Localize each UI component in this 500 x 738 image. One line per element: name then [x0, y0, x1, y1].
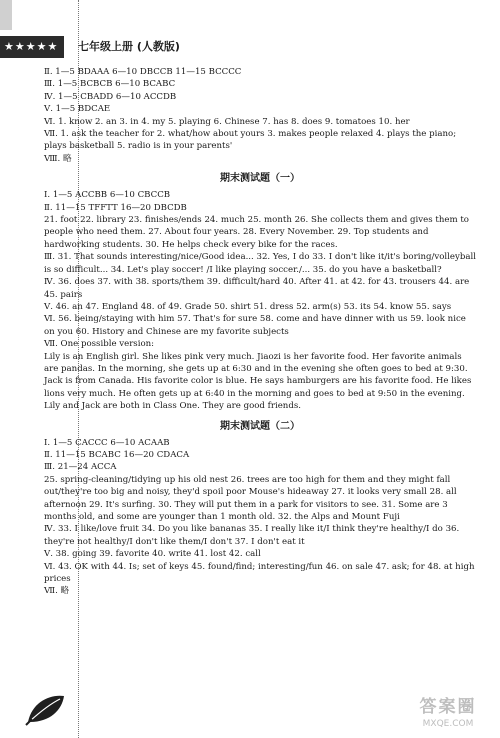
- prev-section: [44, 66, 476, 165]
- answer-content: [44, 66, 476, 598]
- watermark: [402, 696, 494, 734]
- answer-line: Ⅶ. 1. ask the teacher for 2. what/how about yours 3. makes people relaxed 4. plays the piano; plays basketball 5. radio is in your parents': [44, 129, 457, 152]
- section-title-test-2: 期末测试题（二）: [220, 420, 300, 432]
- answer-line: Ⅶ. 略: [44, 586, 70, 597]
- answer-line: Ⅳ. 33. I like/love fruit 34. Do you like bananas 35. I really like it/I think they're healthy/I do 36. they're not healthy/I don't like them/I don't 37. I don't eat it: [44, 524, 460, 547]
- answer-line: Ⅵ. 1. know 2. an 3. in 4. my 5. playing 6. Chinese 7. has 8. does 9. tomatoes 10. her: [44, 116, 410, 127]
- answer-line: Ⅱ. 1—5 BDAAA 6—10 DBCCB 11—15 BCCCC: [44, 67, 242, 77]
- page-corner-tab: [0, 0, 12, 30]
- test-2-answers: [44, 437, 476, 598]
- answer-line: Ⅴ. 38. going 39. favorite 40. write 41. lost 42. call: [44, 549, 261, 560]
- answer-line: Ⅴ. 1—5 BDCAE: [44, 104, 111, 115]
- answer-line: Ⅳ. 1—5 CBADD 6—10 ACCDB: [44, 91, 177, 102]
- answer-line: Ⅴ. 46. an 47. England 48. of 49. Grade 50. shirt 51. dress 52. arm(s) 53. its 54. know 55. says: [44, 301, 452, 312]
- header-subtitle: 七年级上册 (人教版): [78, 40, 180, 53]
- test-1-answers: [44, 189, 476, 412]
- answer-line: 21. foot 22. library 23. finishes/ends 24. much 25. month 26. She collects them and gives them to people who need them. 27. About four years. 28. Every November. 29. Top students and hardworking students. 30. He helps check every bike for the races.: [44, 215, 469, 250]
- answer-line: Ⅰ. 1—5 ACCBB 6—10 CBCCB: [44, 190, 171, 201]
- answer-line: Ⅷ. 略: [44, 153, 72, 164]
- answer-line: Ⅲ. 1—5 BCBCB 6—10 BCABC: [44, 79, 176, 90]
- answer-line: Ⅶ. One possible version:: [44, 339, 155, 350]
- leaf-icon: [24, 692, 68, 726]
- answer-line: Ⅲ. 31. That sounds interesting/nice/Good idea... 32. Yes, I do 33. I don't like it/it's boring/volleyball is so difficult... 34. Let's play soccer! /I like playing soccer./... 35. do you have a basketball?: [44, 252, 476, 275]
- answer-line: 25. spring-cleaning/tidying up his old nest 26. trees are too high for them and they might fall out/they're too big and noisy, they'd spoil poor Mouse's hideaway 27. it looks very small 28. all afternoon 29. It's surfing. 30. They will put them in a park for visitors to see. 31. Some are 3 months old, and some are younger than 1 month old. 32. the Alps and Mount Fuji: [44, 474, 457, 522]
- answer-line: Ⅵ. 56. being/staying with him 57. That's for sure 58. come and have dinner with us 59. look nice on you 60. History and Chinese are my favorite subjects: [44, 314, 466, 337]
- answer-line: Ⅰ. 1—5 CACCC 6—10 ACAAB: [44, 437, 170, 448]
- answer-line: Ⅲ. 21—24 ACCA: [44, 462, 117, 473]
- answer-line: Ⅱ. 11—15 TFFTT 16—20 DBCDB: [44, 202, 187, 213]
- essay-paragraph: Lily is an English girl. She likes pink very much. Jiaozi is her favorite food. Her favorite animals are pandas. In the morning, she gets up at 6:30 and in the evening she often goes to bed at 9:30. Jack is from Canada. His favorite color is blue. He says hamburgers are his favorite food. He likes lions very much. He often gets up at 6:40 in the morning and goes to bed at 9:50 in the evening. Lily and Jack are both in Class One. They are good friends.: [44, 351, 472, 412]
- watermark-url: MXQE.COM: [422, 719, 474, 729]
- header-brand: ★★★★★ 英语: [0, 36, 64, 58]
- watermark-title: 答案圈: [419, 697, 477, 717]
- answer-line: Ⅳ. 36. does 37. with 38. sports/them 39. difficult/hard 40. After 41. at 42. for 43. trousers 44. are 45. pairs: [44, 277, 470, 300]
- answer-line: Ⅵ. 43. OK with 44. Is; set of keys 45. found/find; interesting/fun 46. on sale 47. ask; for 48. at high prices: [44, 561, 475, 585]
- section-title-test-1: 期末测试题（一）: [220, 173, 300, 185]
- answer-line: Ⅱ. 11—15 BCABC 16—20 CDACA: [44, 449, 190, 460]
